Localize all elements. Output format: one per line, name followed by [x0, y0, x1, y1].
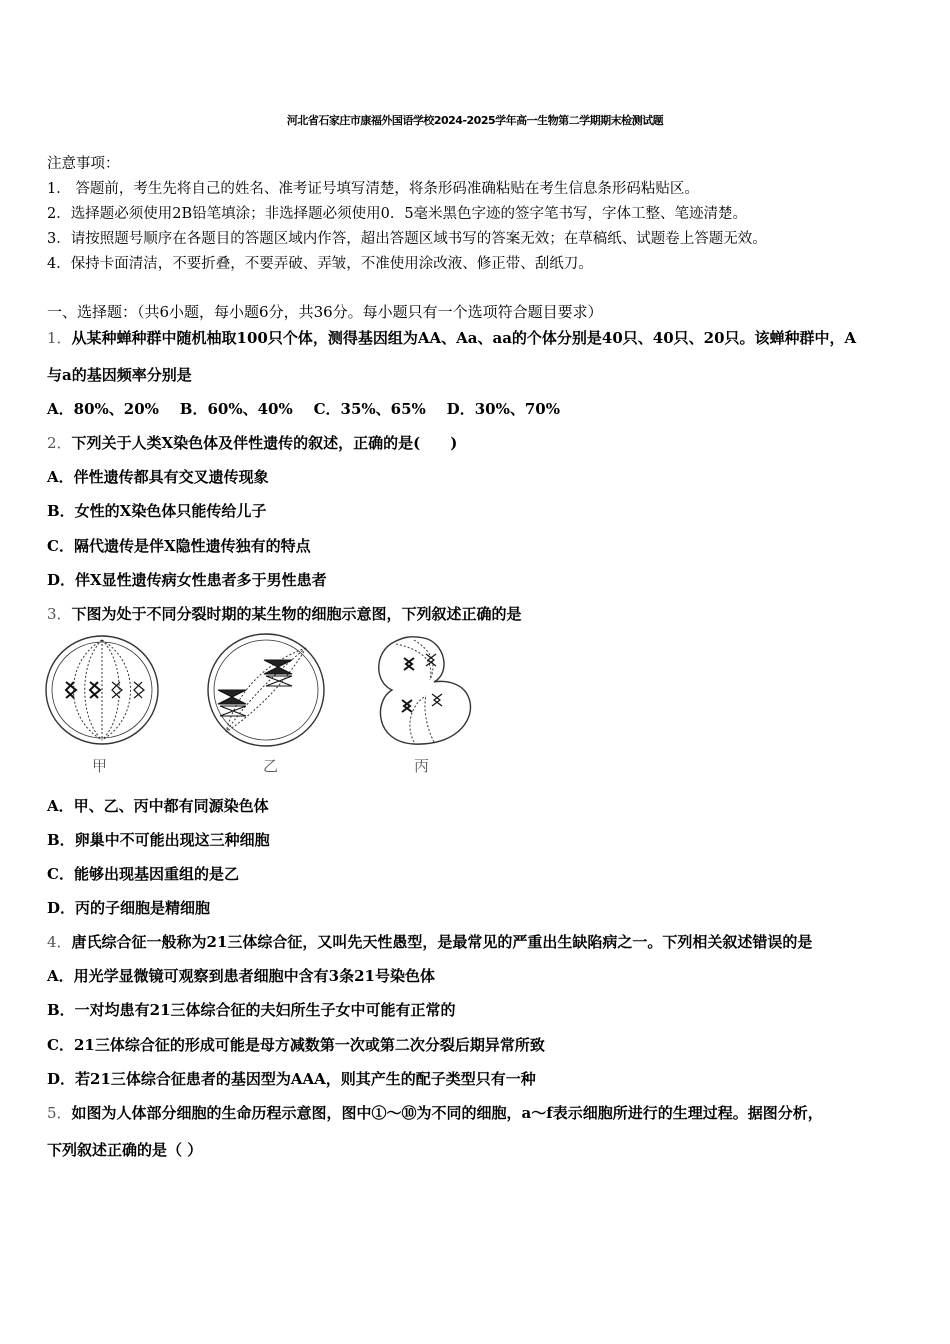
question-2-option-c: C．隔代遗传是伴X隐性遗传独有的特点 [47, 537, 311, 555]
question-5-stem [47, 1102, 823, 1123]
cell-yi-drawing [208, 634, 324, 746]
question-text: 下列关于人类X染色体及伴性遗传的叙述，正确的是( ) [71, 434, 458, 452]
question-3-option-b: B．卵巢中不可能出现这三种细胞 [47, 831, 270, 849]
question-number: 2． [47, 434, 72, 452]
figure-label-bing: 丙 [414, 757, 430, 775]
question-4-option-d: D．若21三体综合征患者的基因型为AAA，则其产生的配子类型只有一种 [47, 1070, 536, 1088]
figure-label-jia: 甲 [92, 757, 108, 775]
question-4-stem [47, 931, 812, 952]
question-1-stem [47, 327, 856, 348]
question-number: 1． [47, 329, 72, 347]
question-4-option-c: C．21三体综合征的形成可能是母方减数第一次或第二次分裂后期异常所致 [47, 1036, 545, 1054]
question-text: 从某种蝉种群中随机柚取100只个体，测得基因组为AA、Aa、aa的个体分别是40只、40只、20只。该蝉种群中，A [71, 329, 857, 347]
question-2-option-a: A．伴性遗传都具有交叉遗传现象 [47, 468, 269, 486]
question-4-option-b: B．一对均患有21三体综合征的夫妇所生子女中可能有正常的 [47, 1001, 456, 1019]
question-1-options: A．80%、20% B．60%、40% C．35%、65% D．30%、70% [47, 400, 560, 418]
question-1-stem-cont: 与a的基因频率分别是 [47, 366, 192, 384]
question-text: 下图为处于不同分裂时期的某生物的细胞示意图，下列叙述正确的是 [71, 605, 522, 623]
question-2-option-b: B．女性的X染色体只能传给儿子 [47, 502, 267, 520]
notice-item-3: 3．请按照题号顺序在各题目的答题区域内作答，超出答题区域书写的答案无效；在草稿纸、试题卷上答题无效。 [47, 231, 767, 247]
question-3-option-d: D．丙的子细胞是精细胞 [47, 899, 211, 917]
cell-jia-drawing [46, 636, 158, 744]
question-3-stem [47, 603, 522, 624]
question-4-option-a: A．用光学显微镜可观察到患者细胞中含有3条21号染色体 [47, 967, 435, 985]
question-3-option-a: A．甲、乙、丙中都有同源染色体 [47, 797, 269, 815]
section-heading: 一、选择题：（共6小题，每小题6分，共36分。每小题只有一个选项符合题目要求） [47, 303, 603, 321]
question-number: 5． [47, 1104, 72, 1122]
question-number: 3． [47, 605, 72, 623]
cell-bing-drawing [379, 637, 471, 744]
notice-heading: 注意事项： [47, 156, 120, 172]
notice-item-4: 4．保持卡面清洁，不要折叠，不要弄破、弄皱，不准使用涂改液、修正带、刮纸刀。 [47, 256, 593, 272]
question-text: 唐氏综合征一般称为21三体综合征，又叫先天性愚型，是最常见的严重出生缺陷病之一。下列相关叙述错误的是 [71, 933, 813, 951]
question-2-option-d: D．伴X显性遗传病女性患者多于男性患者 [47, 571, 327, 589]
question-5-stem-cont: 下列叙述正确的是（ ） [47, 1141, 203, 1159]
question-2-stem [47, 432, 457, 453]
question-3-option-c: C．能够出现基因重组的是乙 [47, 865, 239, 883]
figure-label-yi: 乙 [263, 757, 279, 775]
page-title: 河北省石家庄市康福外国语学校2024-2025学年高一生物第二学期期末检测试题 [286, 114, 664, 127]
question-number: 4． [47, 933, 72, 951]
notice-item-2: 2．选择题必须使用2B铅笔填涂；非选择题必须使用0．5毫米黑色字迹的签字笔书写，字体工整、笔迹清楚。 [47, 206, 748, 222]
question-text: 如图为人体部分细胞的生命历程示意图，图中①～⑩为不同的细胞，a～f表示细胞所进行的生理过程。据图分析， [71, 1104, 823, 1122]
notice-item-1: 1． 答题前，考生先将自己的姓名、准考证号填写清楚，将条形码准确粘贴在考生信息条形码粘贴区。 [47, 181, 699, 197]
